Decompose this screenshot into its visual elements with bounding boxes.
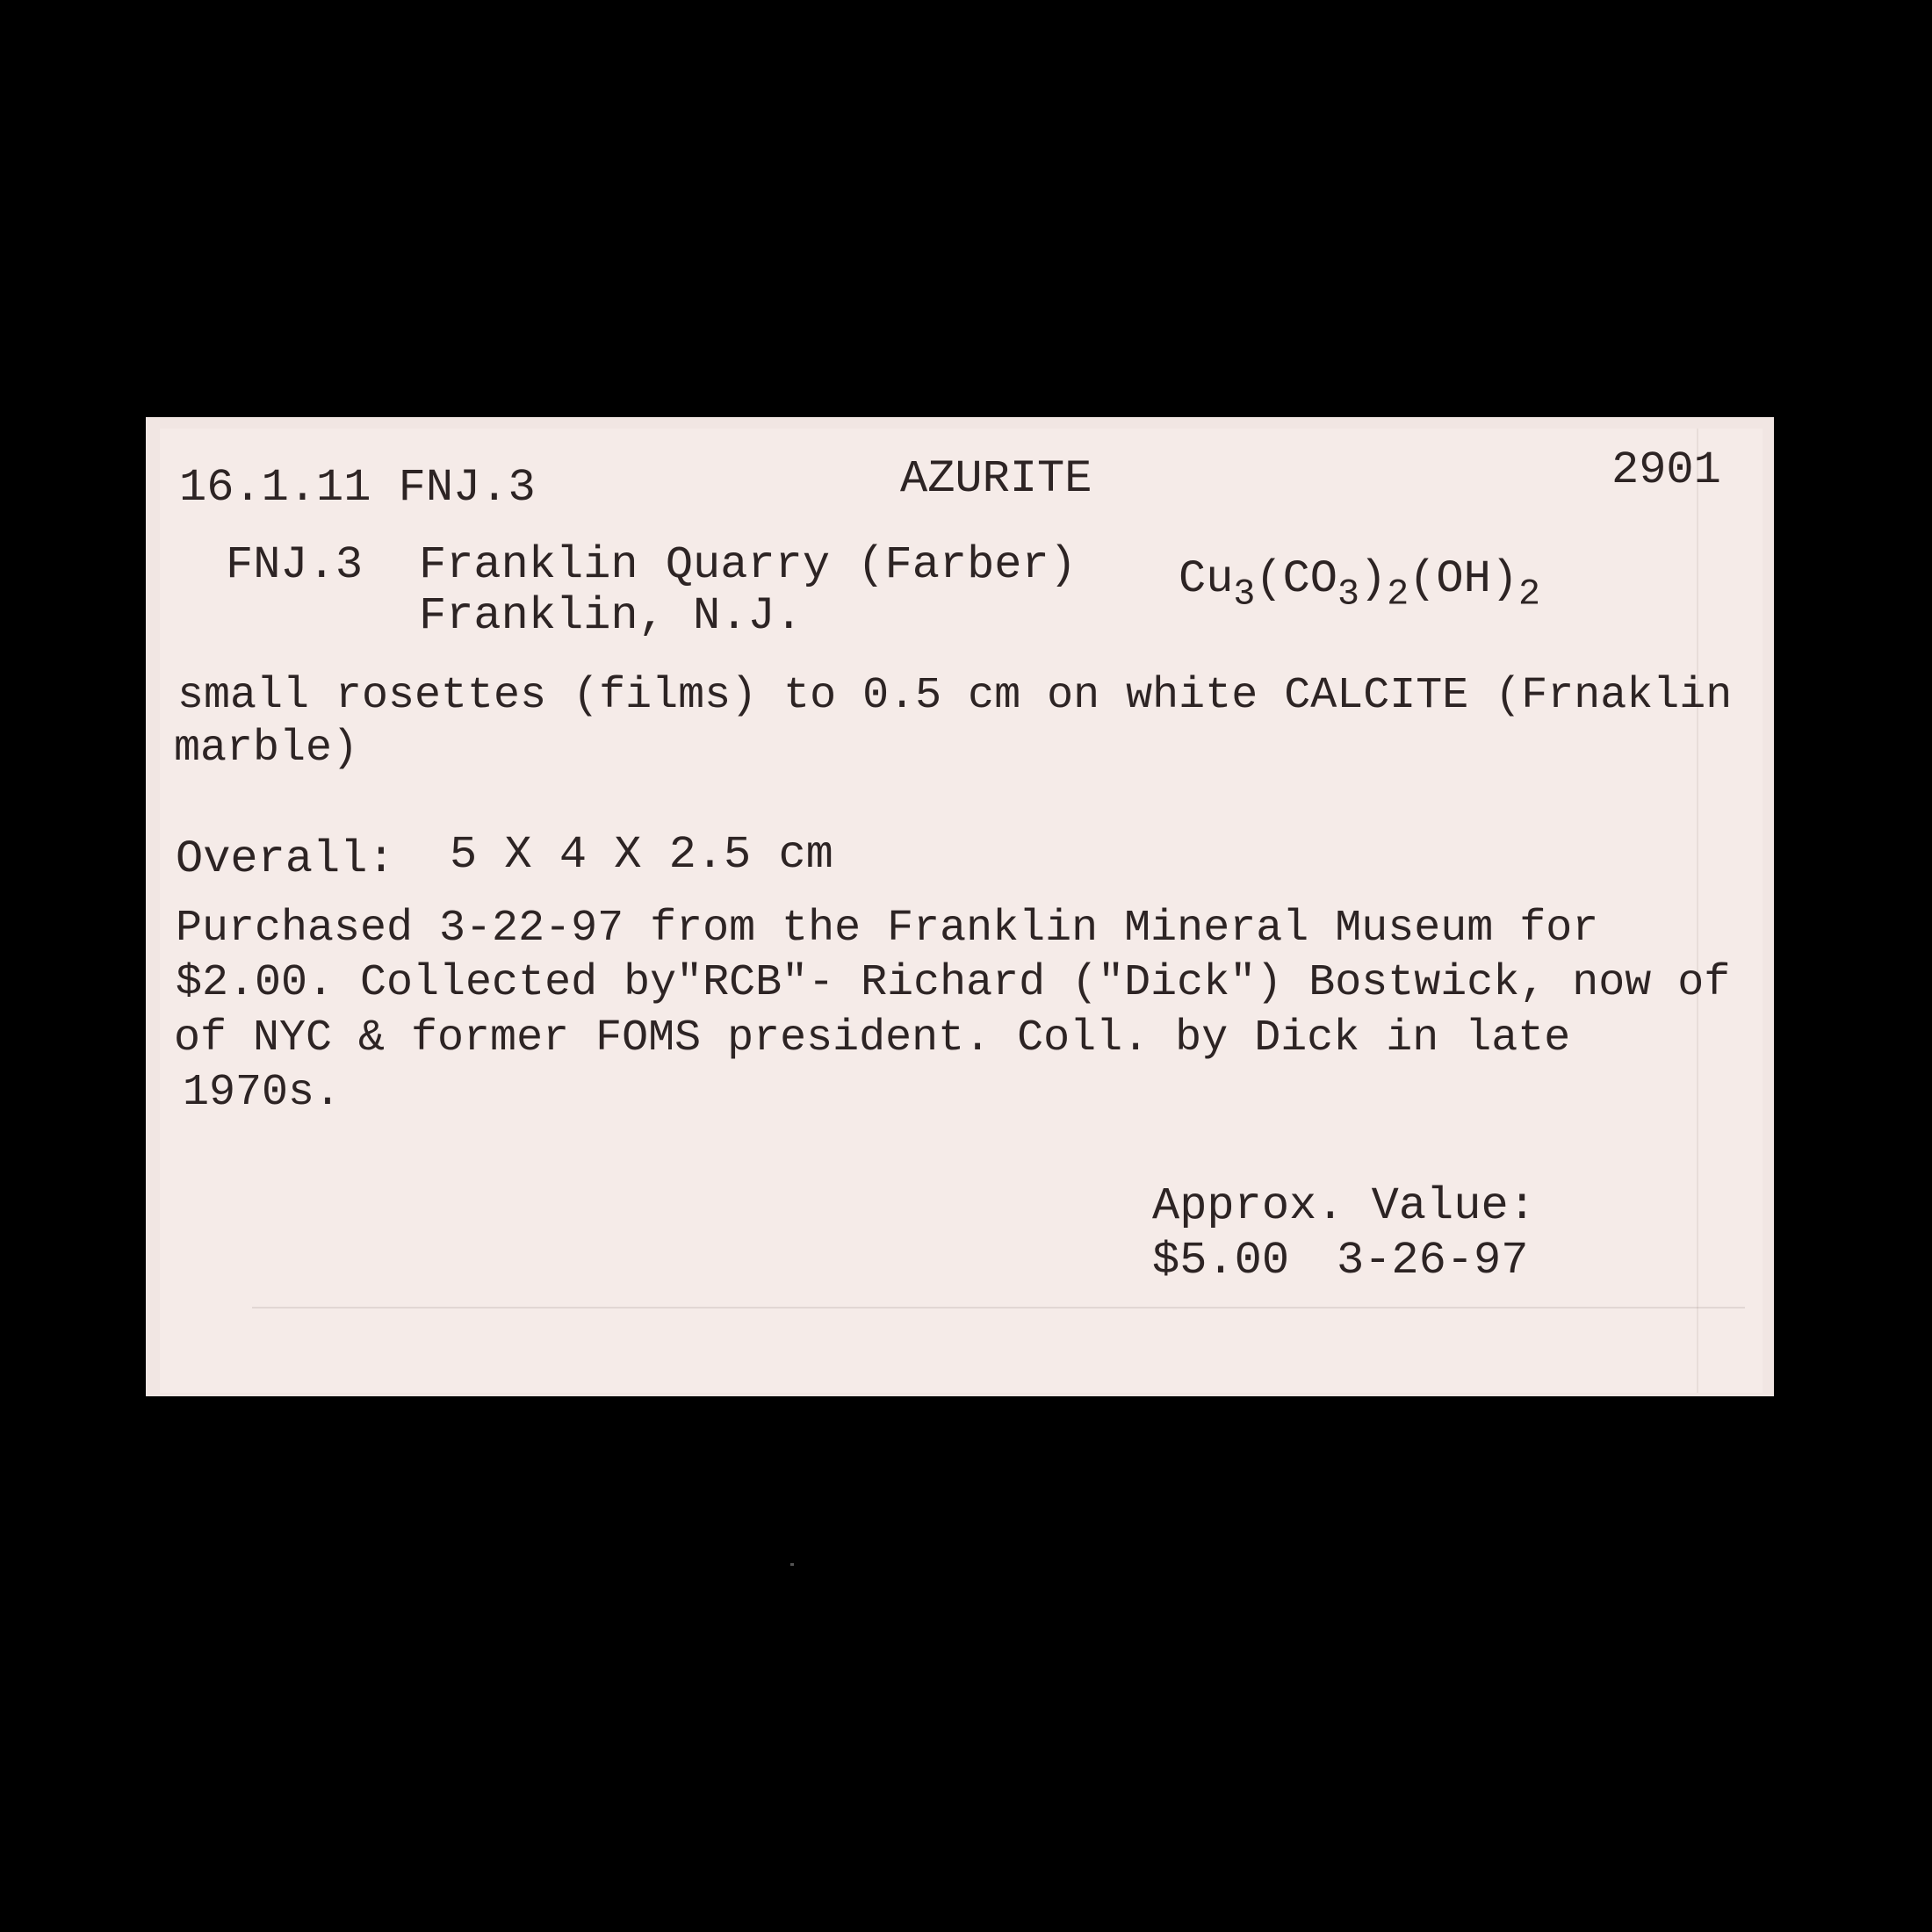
locality-line-2: Franklin, N.J.: [419, 590, 803, 642]
formula-sub-3: 2: [1387, 573, 1409, 616]
approx-value-amount: $5.00: [1152, 1235, 1290, 1287]
description-line-2: marble): [174, 724, 359, 774]
notes-line-4: 1970s.: [183, 1068, 342, 1118]
speck: [790, 1563, 794, 1566]
formula-co: (CO: [1255, 553, 1338, 605]
formula-oh: (OH): [1409, 553, 1518, 605]
locality-code: FNJ.3: [226, 539, 364, 591]
chemical-formula: [1179, 553, 1540, 616]
description-line-1: small rosettes (films) to 0.5 cm on white CALCITE (Frnaklin: [177, 671, 1733, 721]
card-edge-line: [1697, 429, 1698, 1393]
catalog-number: 2901: [1611, 444, 1721, 496]
formula-sub-1: 3: [1233, 573, 1256, 616]
formula-sub-2: 3: [1337, 573, 1359, 616]
formula-sub-4: 2: [1518, 573, 1540, 616]
overall-dimensions: 5 X 4 X 2.5 cm: [450, 829, 833, 881]
formula-close: ): [1359, 553, 1388, 605]
specimen-label-card: [160, 429, 1763, 1393]
formula-cu: Cu: [1179, 553, 1234, 605]
classification-code: 16.1.11 FNJ.3: [179, 462, 536, 514]
card-fold-line: [252, 1307, 1745, 1308]
locality-line-1: Franklin Quarry (Farber): [419, 539, 1077, 591]
notes-line-3: of NYC & former FOMS president. Coll. by Dick in late: [174, 1013, 1571, 1063]
overall-label: Overall:: [176, 833, 395, 885]
mineral-name: AZURITE: [900, 453, 1092, 505]
notes-line-2: $2.00. Collected by"RCB"- Richard ("Dick") Bostwick, now of: [176, 958, 1731, 1008]
approx-value-label: Approx. Value:: [1152, 1180, 1536, 1232]
notes-line-1: Purchased 3-22-97 from the Franklin Mineral Museum for: [176, 904, 1599, 954]
approx-value-date: 3-26-97: [1337, 1235, 1529, 1287]
